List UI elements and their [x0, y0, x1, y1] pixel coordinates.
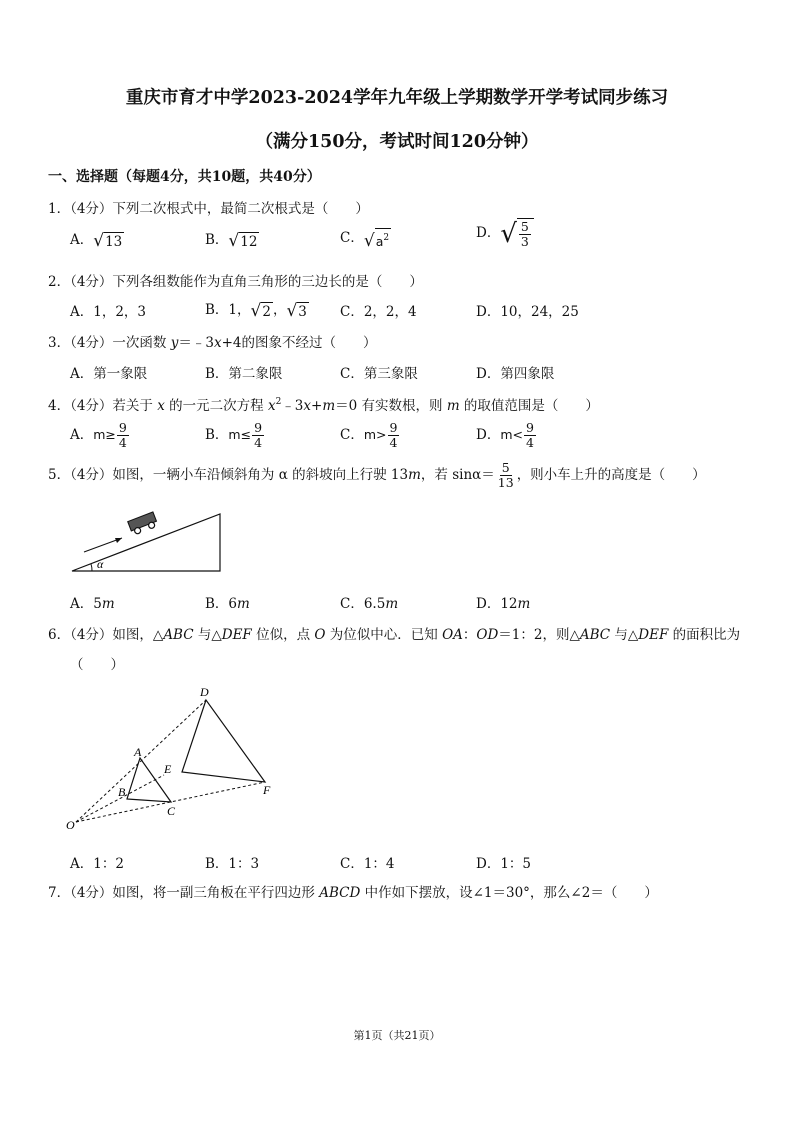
option-label: A．	[70, 232, 94, 248]
question-1-option-a	[70, 228, 124, 250]
question-4-option-b: B．m≤ $\frac{9}{4}$	[205, 420, 263, 450]
sqrt-expression: √ $\frac{5}{3}$	[500, 218, 534, 249]
alpha-label: α	[97, 557, 104, 571]
point-b-label: B	[118, 785, 126, 799]
sqrt-expression: √ 13	[93, 230, 123, 251]
option-label: C．	[340, 230, 364, 246]
arrow-head	[115, 538, 122, 543]
point-e-label: E	[164, 762, 172, 776]
question-1-option-b	[205, 228, 259, 250]
question-6-stem: 6．（4分）如图，△ABC 与△DEF 位似，点 O 为位似中心．已知 OA：OD＝1：2，则△ABC 与△DEF 的面积比为	[48, 627, 741, 643]
question-6-option-c: C．1：4	[340, 856, 395, 872]
sqrt-expression: √ $a^2$	[364, 228, 391, 250]
page-title: 重庆市育才中学2023-2024学年九年级上学期数学开学考试同步练习	[125, 88, 669, 108]
point-c-label: C	[167, 804, 176, 818]
homothety-figure	[60, 682, 280, 832]
question-3-option-d: D．第四象限	[476, 366, 555, 382]
point-o-label: O	[66, 818, 75, 832]
question-3-option-a: A．第一象限	[70, 366, 148, 382]
question-3-stem: 3．（4分）一次函数 y＝﹣3x+4的图象不经过（ ）	[48, 335, 377, 351]
question-2-option-c: C．2，2，4	[340, 304, 417, 320]
question-6-option-b: B．1：3	[205, 856, 260, 872]
question-6-option-d: D．1：5	[476, 856, 532, 872]
triangle-def	[182, 700, 265, 782]
question-2-option-b: B．1， √ 2 ， √ 3	[205, 300, 307, 321]
question-1-option-c	[340, 226, 391, 250]
question-4-stem: 4．（4分）若关于 x 的一元二次方程 $x^2﹣3x+m=0$ 有实数根，则 m 的取值范围是（ ）	[48, 397, 599, 414]
page-subtitle: （满分150分，考试时间120分钟）	[255, 132, 539, 152]
question-3-option-b: B．第二象限	[205, 366, 283, 382]
question-5-option-b: B．6m	[205, 596, 250, 612]
question-2-option-d: D．10，24，25	[476, 304, 579, 320]
sqrt-expression: √ 3	[286, 300, 307, 321]
point-a-label: A	[134, 745, 142, 759]
question-5-option-c: C．6.5m	[340, 596, 399, 612]
option-label: B．	[205, 232, 229, 248]
question-7-stem: 7．（4分）如图，将一副三角板在平行四边形 ABCD 中作如下摆放，设∠1＝30°，那么∠2＝（ ）	[48, 885, 658, 901]
point-f-label: F	[263, 783, 271, 797]
question-1-option-d	[476, 218, 534, 249]
question-5-stem: 5．（4分）如图，一辆小车沿倾斜角为 α 的斜坡向上行驶 13m，若 sinα＝ $\frac{5}{13}$ ，则小车上升的高度是（ ）	[48, 460, 706, 490]
question-4-option-a: A．m≥ $\frac{9}{4}$	[70, 420, 127, 450]
point-d-label: D	[200, 685, 209, 699]
question-6-option-a: A．1：2	[70, 856, 124, 872]
page-footer: 第1页（共21页）	[353, 1029, 441, 1042]
question-1-stem: 1．（4分）下列二次根式中，最简二次根式是（ ）	[48, 201, 369, 217]
question-4-option-c: C．m> $\frac{9}{4}$	[340, 420, 398, 450]
sqrt-expression: √ 12	[228, 230, 258, 251]
slope-figure	[66, 508, 226, 576]
cart-icon	[128, 512, 159, 536]
question-4-option-d: D．m< $\frac{9}{4}$	[476, 420, 534, 450]
angle-arc	[91, 564, 92, 571]
question-5-option-a: A．5m	[70, 596, 115, 612]
section-heading: 一、选择题（每题4分，共10题，共40分）	[48, 169, 321, 185]
question-5-option-d: D．12m	[476, 596, 531, 612]
question-2-option-a: A．1，2，3	[70, 304, 147, 320]
question-3-option-c: C．第三象限	[340, 366, 418, 382]
question-2-stem: 2．（4分）下列各组数能作为直角三角形的三边长的是（ ）	[48, 274, 423, 290]
option-label: D．	[476, 225, 501, 241]
sqrt-expression: √ 2	[250, 300, 271, 321]
question-6-stem-line2: （ ）	[70, 657, 124, 673]
